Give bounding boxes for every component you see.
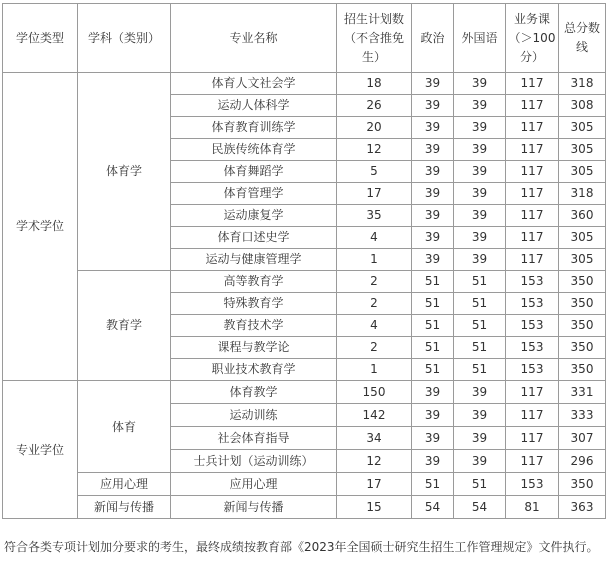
major-cell: 运动康复学 xyxy=(171,205,337,227)
business-course-cell: 153 xyxy=(506,473,559,496)
politics-cell: 39 xyxy=(412,450,454,473)
total-score-cell: 305 xyxy=(559,139,606,161)
discipline-cell: 应用心理 xyxy=(78,473,171,496)
politics-cell: 39 xyxy=(412,183,454,205)
politics-cell: 39 xyxy=(412,427,454,450)
header-discipline: 学科（类别） xyxy=(78,4,171,73)
quota-cell: 26 xyxy=(337,95,412,117)
foreign-language-cell: 39 xyxy=(454,139,506,161)
foreign-language-cell: 51 xyxy=(454,359,506,381)
foreign-language-cell: 39 xyxy=(454,404,506,427)
total-score-cell: 296 xyxy=(559,450,606,473)
business-course-cell: 117 xyxy=(506,427,559,450)
header-quota: 招生计划数（不含推免生） xyxy=(337,4,412,73)
foreign-language-cell: 39 xyxy=(454,227,506,249)
foreign-language-cell: 39 xyxy=(454,205,506,227)
total-score-cell: 305 xyxy=(559,249,606,271)
quota-cell: 12 xyxy=(337,450,412,473)
business-course-cell: 117 xyxy=(506,249,559,271)
quota-cell: 2 xyxy=(337,293,412,315)
foreign-language-cell: 39 xyxy=(454,183,506,205)
header-major: 专业名称 xyxy=(171,4,337,73)
business-course-cell: 153 xyxy=(506,293,559,315)
politics-cell: 51 xyxy=(412,271,454,293)
header-total-score: 总分数线 xyxy=(559,4,606,73)
foreign-language-cell: 39 xyxy=(454,450,506,473)
major-cell: 体育口述史学 xyxy=(171,227,337,249)
total-score-cell: 305 xyxy=(559,161,606,183)
table-row xyxy=(3,496,606,519)
major-cell: 特殊教育学 xyxy=(171,293,337,315)
politics-cell: 54 xyxy=(412,496,454,519)
total-score-cell: 333 xyxy=(559,404,606,427)
total-score-cell: 318 xyxy=(559,183,606,205)
quota-cell: 142 xyxy=(337,404,412,427)
business-course-cell: 117 xyxy=(506,73,559,95)
politics-cell: 39 xyxy=(412,73,454,95)
table-row xyxy=(3,381,606,404)
business-course-cell: 153 xyxy=(506,337,559,359)
major-cell: 体育教学 xyxy=(171,381,337,404)
foreign-language-cell: 39 xyxy=(454,381,506,404)
admission-table xyxy=(2,3,606,519)
total-score-cell: 308 xyxy=(559,95,606,117)
politics-cell: 39 xyxy=(412,139,454,161)
quota-cell: 15 xyxy=(337,496,412,519)
politics-cell: 39 xyxy=(412,161,454,183)
header-business-course: 业务课（＞100分） xyxy=(506,4,559,73)
quota-cell: 5 xyxy=(337,161,412,183)
degree-type-cell: 学术学位 xyxy=(3,73,78,381)
politics-cell: 51 xyxy=(412,337,454,359)
total-score-cell: 350 xyxy=(559,271,606,293)
politics-cell: 39 xyxy=(412,117,454,139)
major-cell: 体育管理学 xyxy=(171,183,337,205)
quota-cell: 35 xyxy=(337,205,412,227)
total-score-cell: 305 xyxy=(559,227,606,249)
total-score-cell: 350 xyxy=(559,359,606,381)
business-course-cell: 117 xyxy=(506,139,559,161)
degree-type-cell: 专业学位 xyxy=(3,381,78,519)
business-course-cell: 117 xyxy=(506,161,559,183)
business-course-cell: 117 xyxy=(506,404,559,427)
foreign-language-cell: 51 xyxy=(454,315,506,337)
politics-cell: 51 xyxy=(412,315,454,337)
total-score-cell: 350 xyxy=(559,473,606,496)
business-course-cell: 117 xyxy=(506,117,559,139)
foreign-language-cell: 51 xyxy=(454,473,506,496)
major-cell: 体育人文社会学 xyxy=(171,73,337,95)
quota-cell: 2 xyxy=(337,271,412,293)
politics-cell: 39 xyxy=(412,227,454,249)
politics-cell: 51 xyxy=(412,359,454,381)
business-course-cell: 117 xyxy=(506,450,559,473)
footnote: 符合各类专项计划加分要求的考生，最终成绩按教育部《2023年全国硕士研究生招生工作管理规定》文件执行。 xyxy=(4,540,599,554)
foreign-language-cell: 39 xyxy=(454,427,506,450)
major-cell: 民族传统体育学 xyxy=(171,139,337,161)
quota-cell: 150 xyxy=(337,381,412,404)
discipline-cell: 体育 xyxy=(78,381,171,473)
major-cell: 运动与健康管理学 xyxy=(171,249,337,271)
foreign-language-cell: 39 xyxy=(454,249,506,271)
header-foreign-language: 外国语 xyxy=(454,4,506,73)
business-course-cell: 117 xyxy=(506,95,559,117)
business-course-cell: 117 xyxy=(506,205,559,227)
quota-cell: 4 xyxy=(337,315,412,337)
major-cell: 体育教育训练学 xyxy=(171,117,337,139)
major-cell: 教育技术学 xyxy=(171,315,337,337)
total-score-cell: 307 xyxy=(559,427,606,450)
major-cell: 士兵计划（运动训练） xyxy=(171,450,337,473)
total-score-cell: 305 xyxy=(559,117,606,139)
quota-cell: 20 xyxy=(337,117,412,139)
total-score-cell: 350 xyxy=(559,293,606,315)
foreign-language-cell: 39 xyxy=(454,73,506,95)
total-score-cell: 331 xyxy=(559,381,606,404)
table-row xyxy=(3,473,606,496)
foreign-language-cell: 39 xyxy=(454,161,506,183)
header-row xyxy=(3,4,606,73)
quota-cell: 34 xyxy=(337,427,412,450)
quota-cell: 1 xyxy=(337,249,412,271)
quota-cell: 17 xyxy=(337,473,412,496)
major-cell: 课程与教学论 xyxy=(171,337,337,359)
politics-cell: 51 xyxy=(412,293,454,315)
total-score-cell: 363 xyxy=(559,496,606,519)
politics-cell: 51 xyxy=(412,473,454,496)
quota-cell: 17 xyxy=(337,183,412,205)
quota-cell: 18 xyxy=(337,73,412,95)
total-score-cell: 350 xyxy=(559,337,606,359)
quota-cell: 4 xyxy=(337,227,412,249)
major-cell: 运动人体科学 xyxy=(171,95,337,117)
total-score-cell: 350 xyxy=(559,315,606,337)
major-cell: 运动训练 xyxy=(171,404,337,427)
foreign-language-cell: 39 xyxy=(454,117,506,139)
business-course-cell: 81 xyxy=(506,496,559,519)
major-cell: 高等教育学 xyxy=(171,271,337,293)
quota-cell: 12 xyxy=(337,139,412,161)
quota-cell: 2 xyxy=(337,337,412,359)
major-cell: 体育舞蹈学 xyxy=(171,161,337,183)
major-cell: 职业技术教育学 xyxy=(171,359,337,381)
foreign-language-cell: 51 xyxy=(454,337,506,359)
header-degree-type: 学位类型 xyxy=(3,4,78,73)
major-cell: 社会体育指导 xyxy=(171,427,337,450)
business-course-cell: 153 xyxy=(506,315,559,337)
foreign-language-cell: 51 xyxy=(454,293,506,315)
politics-cell: 39 xyxy=(412,381,454,404)
foreign-language-cell: 39 xyxy=(454,95,506,117)
politics-cell: 39 xyxy=(412,249,454,271)
discipline-cell: 新闻与传播 xyxy=(78,496,171,519)
total-score-cell: 360 xyxy=(559,205,606,227)
politics-cell: 39 xyxy=(412,404,454,427)
major-cell: 新闻与传播 xyxy=(171,496,337,519)
business-course-cell: 153 xyxy=(506,271,559,293)
foreign-language-cell: 51 xyxy=(454,271,506,293)
header-politics: 政治 xyxy=(412,4,454,73)
major-cell: 应用心理 xyxy=(171,473,337,496)
table-row xyxy=(3,73,606,95)
total-score-cell: 318 xyxy=(559,73,606,95)
business-course-cell: 153 xyxy=(506,359,559,381)
politics-cell: 39 xyxy=(412,205,454,227)
quota-cell: 1 xyxy=(337,359,412,381)
business-course-cell: 117 xyxy=(506,381,559,404)
table-row xyxy=(3,271,606,293)
business-course-cell: 117 xyxy=(506,183,559,205)
discipline-cell: 教育学 xyxy=(78,271,171,381)
discipline-cell: 体育学 xyxy=(78,73,171,271)
foreign-language-cell: 54 xyxy=(454,496,506,519)
politics-cell: 39 xyxy=(412,95,454,117)
business-course-cell: 117 xyxy=(506,227,559,249)
